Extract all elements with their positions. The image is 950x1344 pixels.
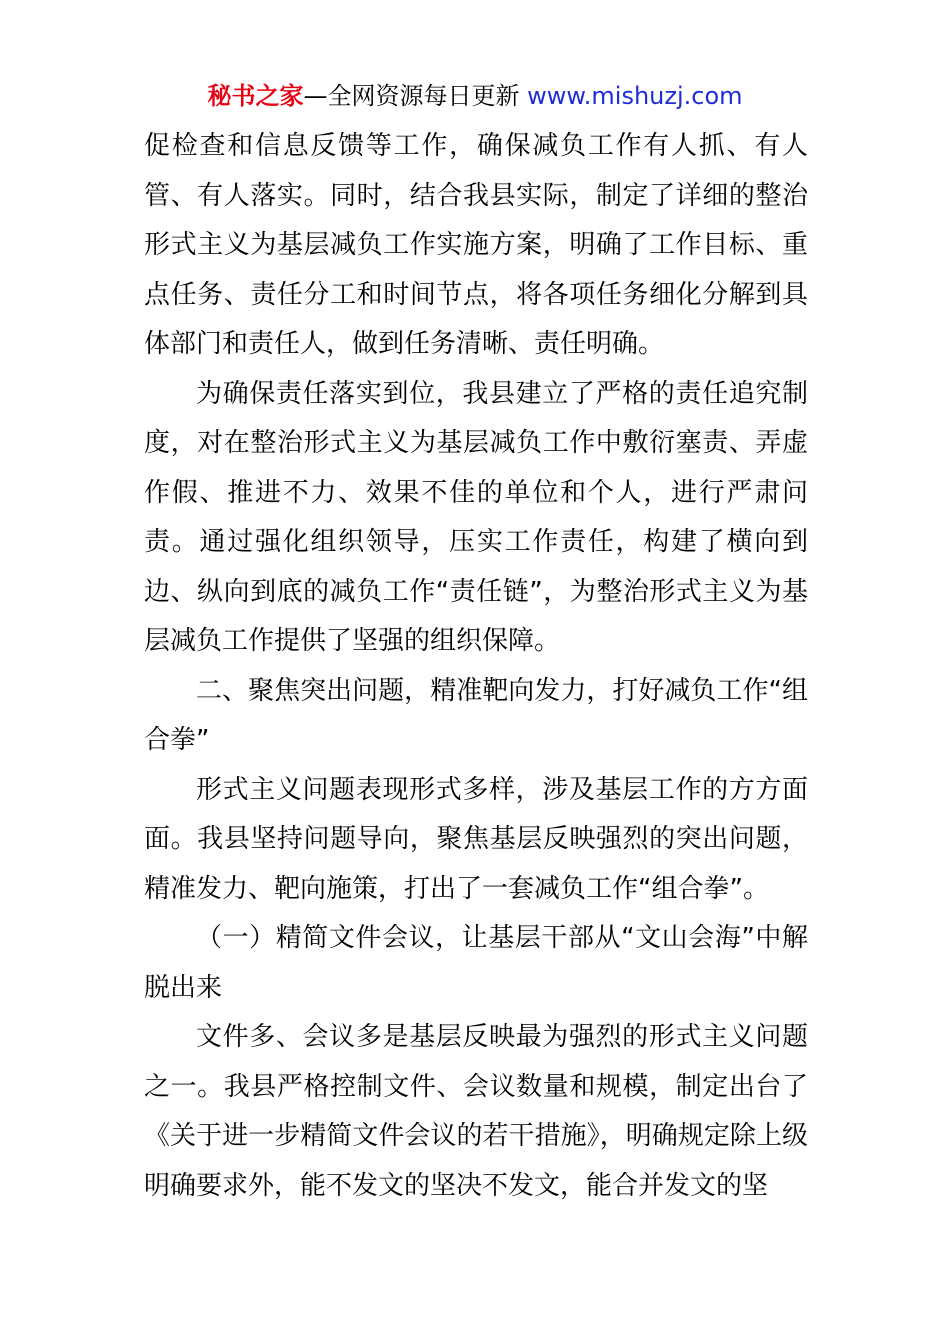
subsection-heading-1: （一）精简文件会议，让基层干部从“文山会海”中解脱出来 [144, 923, 808, 1003]
header-tagline: —全网资源每日更新 [303, 82, 528, 110]
brand-name: 秘书之家 [207, 82, 304, 110]
paragraph-problem-focus: 形式主义问题表现形式多样，涉及基层工作的方方面面。我县坚持问题导向，聚焦基层反映强烈的突出问题，精准发力、靶向施策，打出了一套减负工作“组合拳”。 [144, 774, 808, 904]
site-header [0, 80, 950, 112]
section-heading-2: 二、聚焦突出问题，精准靶向发力，打好减负工作“组合拳” [144, 675, 808, 755]
document-body [144, 122, 808, 1211]
paragraph-continuation: 促检查和信息反馈等工作，确保减负工作有人抓、有人管、有人落实。同时，结合我县实际，制定了详细的整治形式主义为基层减负工作实施方案，明确了工作目标、重点任务、责任分工和时间节点，将各项任务细化分解到具体部门和责任人，做到任务清晰、责任明确。 [144, 131, 808, 359]
paragraph-documents-meetings: 文件多、会议多是基层反映最为强烈的形式主义问题之一。我县严格控制文件、会议数量和规模，制定出台了《关于进一步精简文件会议的若干措施》，明确规定除上级明确要求外，能不发文的坚决不发文，能合并发文的坚 [144, 1022, 808, 1201]
site-url-link[interactable]: www.mishuzj.com [527, 82, 743, 110]
paragraph-accountability: 为确保责任落实到位，我县建立了严格的责任追究制度，对在整治形式主义为基层减负工作中敷衍塞责、弄虚作假、推进不力、效果不佳的单位和个人，进行严肃问责。通过强化组织领导，压实工作责任，构建了横向到边、纵向到底的减负工作“责任链”，为整治形式主义为基层减负工作提供了坚强的组织保障。 [144, 378, 808, 656]
